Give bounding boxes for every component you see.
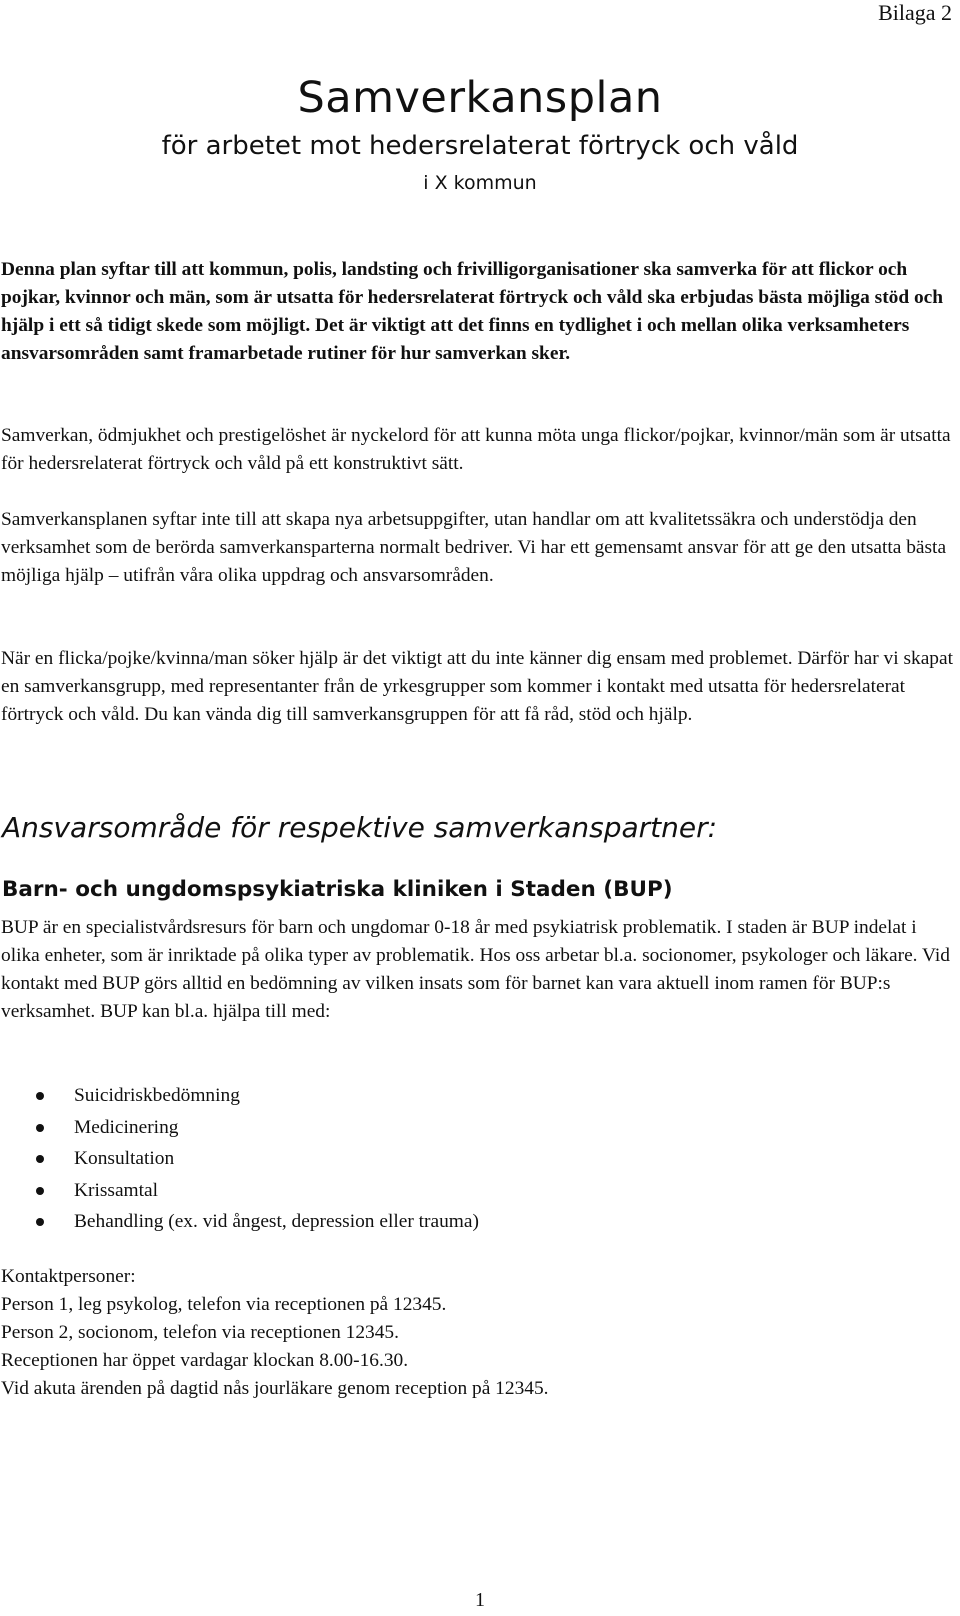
contact-line: Person 2, socionom, telefon via receptionen 12345.: [1, 1322, 399, 1343]
bullet-icon: [36, 1124, 44, 1132]
bullet-icon: [36, 1155, 44, 1163]
intro-paragraph-3: När en flicka/pojke/kvinna/man söker hjälp är det viktigt att du inte känner dig ensam med problemet. Därför har vi skapat en samverkansgrupp, med representanter från de yrkesgrupper som kommer i kontakt med utsatta för hedersrelaterat förtryck och våld. Du kan vända dig till samverkansgruppen för att få råd, stöd och hjälp.: [1, 648, 953, 725]
bup-heading: Barn- och ungdomspsykiatriska kliniken i Staden (BUP): [2, 877, 673, 902]
list-item: [0, 1206, 800, 1238]
intro-bold-paragraph: Denna plan syftar till att kommun, polis, landsting och frivilligorganisationer ska samverka för att flickor och pojkar, kvinnor och män, som är utsatta för hedersrelaterat förtryck och våld ska erbjudas bästa möjliga stöd och hjälp i ett så tidigt skede som möjligt. Det är viktigt att det finns en tydlighet i och mellan olika verksamheters ansvarsområden samt framarbetade rutiner för hur samverkan sker.: [1, 259, 944, 364]
intro-paragraph-1: Samverkan, ödmjukhet och prestigelöshet är nyckelord för att kunna möta unga flickor/pojkar, kvinnor/män som är utsatta för hedersrelaterat förtryck och våld på ett konstruktivt sätt.: [1, 425, 951, 474]
contact-block: [1, 1263, 953, 1403]
list-item: [0, 1112, 800, 1144]
list-item-label: Suicidriskbedömning: [74, 1085, 240, 1106]
document-title: Samverkansplan: [297, 73, 663, 123]
bullet-icon: [36, 1218, 44, 1226]
municipality-line: i X kommun: [423, 172, 537, 194]
list-item-label: Medicinering: [74, 1116, 179, 1138]
intro-paragraph-2: Samverkansplanen syftar inte till att skapa nya arbetsuppgifter, utan handlar om att kvalitetssäkra och understödja den verksamhet som de berörda samverkansparterna normalt bedriver. Vi har ett gemensamt ansvar för att ge den utsatta bästa möjliga hjälp – utifrån våra olika uppdrag och ansvarsområden.: [1, 509, 947, 586]
section-heading: Ansvarsområde för respektive samverkanspartner:: [2, 811, 718, 844]
contact-line: Vid akuta ärenden på dagtid nås jourläkare genom reception på 12345.: [1, 1378, 549, 1399]
list-item: [0, 1080, 800, 1112]
list-item: [0, 1175, 800, 1207]
appendix-label: Bilaga 2: [878, 0, 952, 25]
list-item: [0, 1143, 800, 1175]
contact-line: Person 1, leg psykolog, telefon via receptionen på 12345.: [1, 1294, 447, 1315]
list-item-label: Konsultation: [74, 1148, 175, 1169]
contact-line: Receptionen har öppet vardagar klockan 8.00-16.30.: [1, 1350, 409, 1371]
list-item-label: Krissamtal: [74, 1179, 159, 1201]
contact-heading: Kontaktpersoner:: [1, 1266, 136, 1287]
bullet-icon: [36, 1187, 44, 1195]
document-subtitle: för arbetet mot hedersrelaterat förtryck och våld: [161, 131, 799, 161]
page-number: 1: [475, 1589, 485, 1611]
bup-description: BUP är en specialistvårdsresurs för barn och ungdomar 0-18 år med psykiatrisk problematik. I staden är BUP indelat i olika enheter, som är inriktade på olika typer av problematik. Hos oss arbetar bl.a. socionomer, psykologer och läkare. Vid kontakt med BUP görs alltid en bedömning av vilken insats som för barnet kan vara aktuell inom ramen för BUP:s verksamhet. BUP kan bl.a. hjälpa till med:: [1, 917, 950, 1022]
bup-services-list: [0, 1080, 800, 1238]
bullet-icon: [36, 1092, 44, 1100]
list-item-label: Behandling (ex. vid ångest, depression eller trauma): [74, 1211, 479, 1232]
